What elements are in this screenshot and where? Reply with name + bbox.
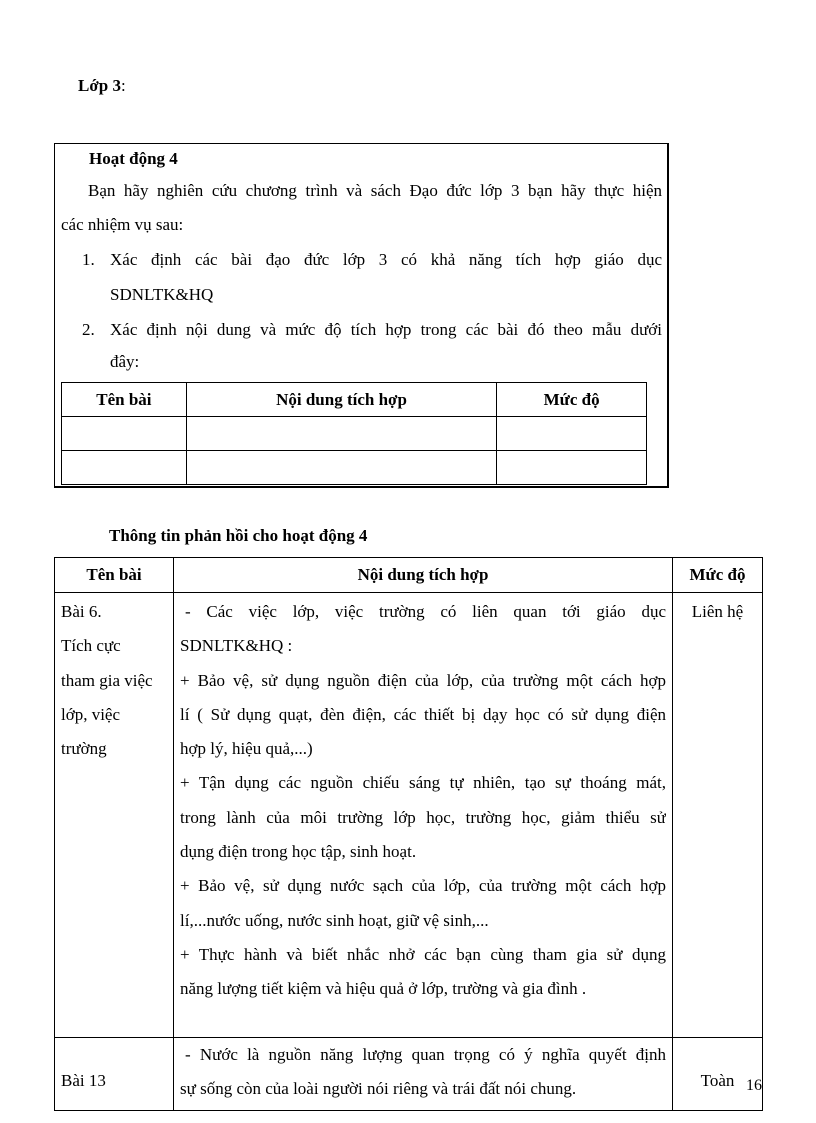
lesson-name-line: lớp, việc [61,704,121,724]
lesson-name-line: trường [61,739,107,759]
section-heading-label: Lớp 3 [78,76,121,95]
content-line: + Bảo vệ, sử dụng nước sạch của lớp, của trường một cách hợp [180,876,666,896]
table-row [55,1038,763,1111]
lesson-level: Liên hệ [691,602,744,621]
task1-number: 1. [82,250,95,269]
feedback-header-row [55,558,763,593]
feedback-title: Thông tin phản hồi cho hoạt động 4 [109,526,368,545]
lesson-content-cell [174,593,673,1038]
activity-title: Hoạt động 4 [89,149,178,168]
task2-line2: đây: [110,352,140,371]
feedback-header-content: Nội dung tích hợp [174,558,673,593]
feedback-header-name: Tên bài [55,558,174,593]
content-line: + Thực hành và biết nhắc nhở các bạn cùng tham gia sử dụng [180,944,666,964]
template-empty-row [62,451,647,485]
content-line: + Bảo vệ, sử dụng nguồn điện của lớp, của trường một cách hợp [180,670,666,690]
lesson-content-cell [174,1038,673,1111]
content-line: + Tận dụng các nguồn chiếu sáng tự nhiên, tạo sự thoáng mát, [180,773,666,793]
lesson-level-cell [673,1038,763,1111]
lesson-level-cell [673,593,763,1038]
page-number: 16 [746,1077,762,1094]
activity-intro-line1: Bạn hãy nghiên cứu chương trình và sách Đạo đức lớp 3 bạn hãy thực hiện [88,181,662,200]
content-line: năng lượng tiết kiệm và hiệu quả ở lớp, trường và gia đình . [180,979,587,999]
content-line: lí ( Sử dụng quạt, đèn điện, các thiết bị dạy học có sử dụng điện [180,704,666,724]
content-line: trong lành của môi trường lớp học, trường học, giảm thiểu sử [180,807,666,827]
content-line: SDNLTK&HQ : [180,636,293,656]
task2-line1: Xác định nội dung và mức độ tích hợp trong các bài đó theo mẫu dưới [110,320,662,339]
task2-number: 2. [82,320,95,339]
activity-intro-line2: các nhiệm vụ sau: [61,215,184,234]
lesson-name-line: Bài 13 [61,1070,106,1090]
content-line: hợp lý, hiệu quả,...) [180,739,313,759]
lesson-name-line: Tích cực [61,636,121,656]
content-line: - Các việc lớp, việc trường có liên quan tới giáo dục [185,602,666,621]
content-line: lí,...nước uống, nước sinh hoạt, giữ vệ sinh,... [180,910,489,930]
feedback-header-level: Mức độ [673,558,763,593]
template-header-level: Mức độ [497,383,647,417]
lesson-name-line: tham gia việc [61,670,153,690]
table-row [55,593,763,1038]
template-header-name: Tên bài [62,383,187,417]
lesson-level: Toàn [700,1070,735,1090]
feedback-table [54,557,763,1111]
template-empty-row [62,417,647,451]
template-table [61,382,647,485]
content-line: dụng điện trong học tập, sinh hoạt. [180,842,417,862]
content-line: - Nước là nguồn năng lượng quan trọng có ý nghĩa quyết định [185,1045,666,1064]
section-heading [78,76,126,96]
template-header-row [62,383,647,417]
task1-line2: SDNLTK&HQ [110,285,214,304]
lesson-name-line: Bài 6. [61,602,102,621]
content-line: sự sống còn của loài người nói riêng và trái đất nói chung. [180,1079,577,1099]
lesson-name-cell [55,593,174,1038]
task1-line1: Xác định các bài đạo đức lớp 3 có khả năng tích hợp giáo dục [110,250,662,269]
activity-box [54,143,669,488]
lesson-name-cell [55,1038,174,1111]
section-heading-colon: : [120,76,126,95]
template-header-content: Nội dung tích hợp [186,383,496,417]
